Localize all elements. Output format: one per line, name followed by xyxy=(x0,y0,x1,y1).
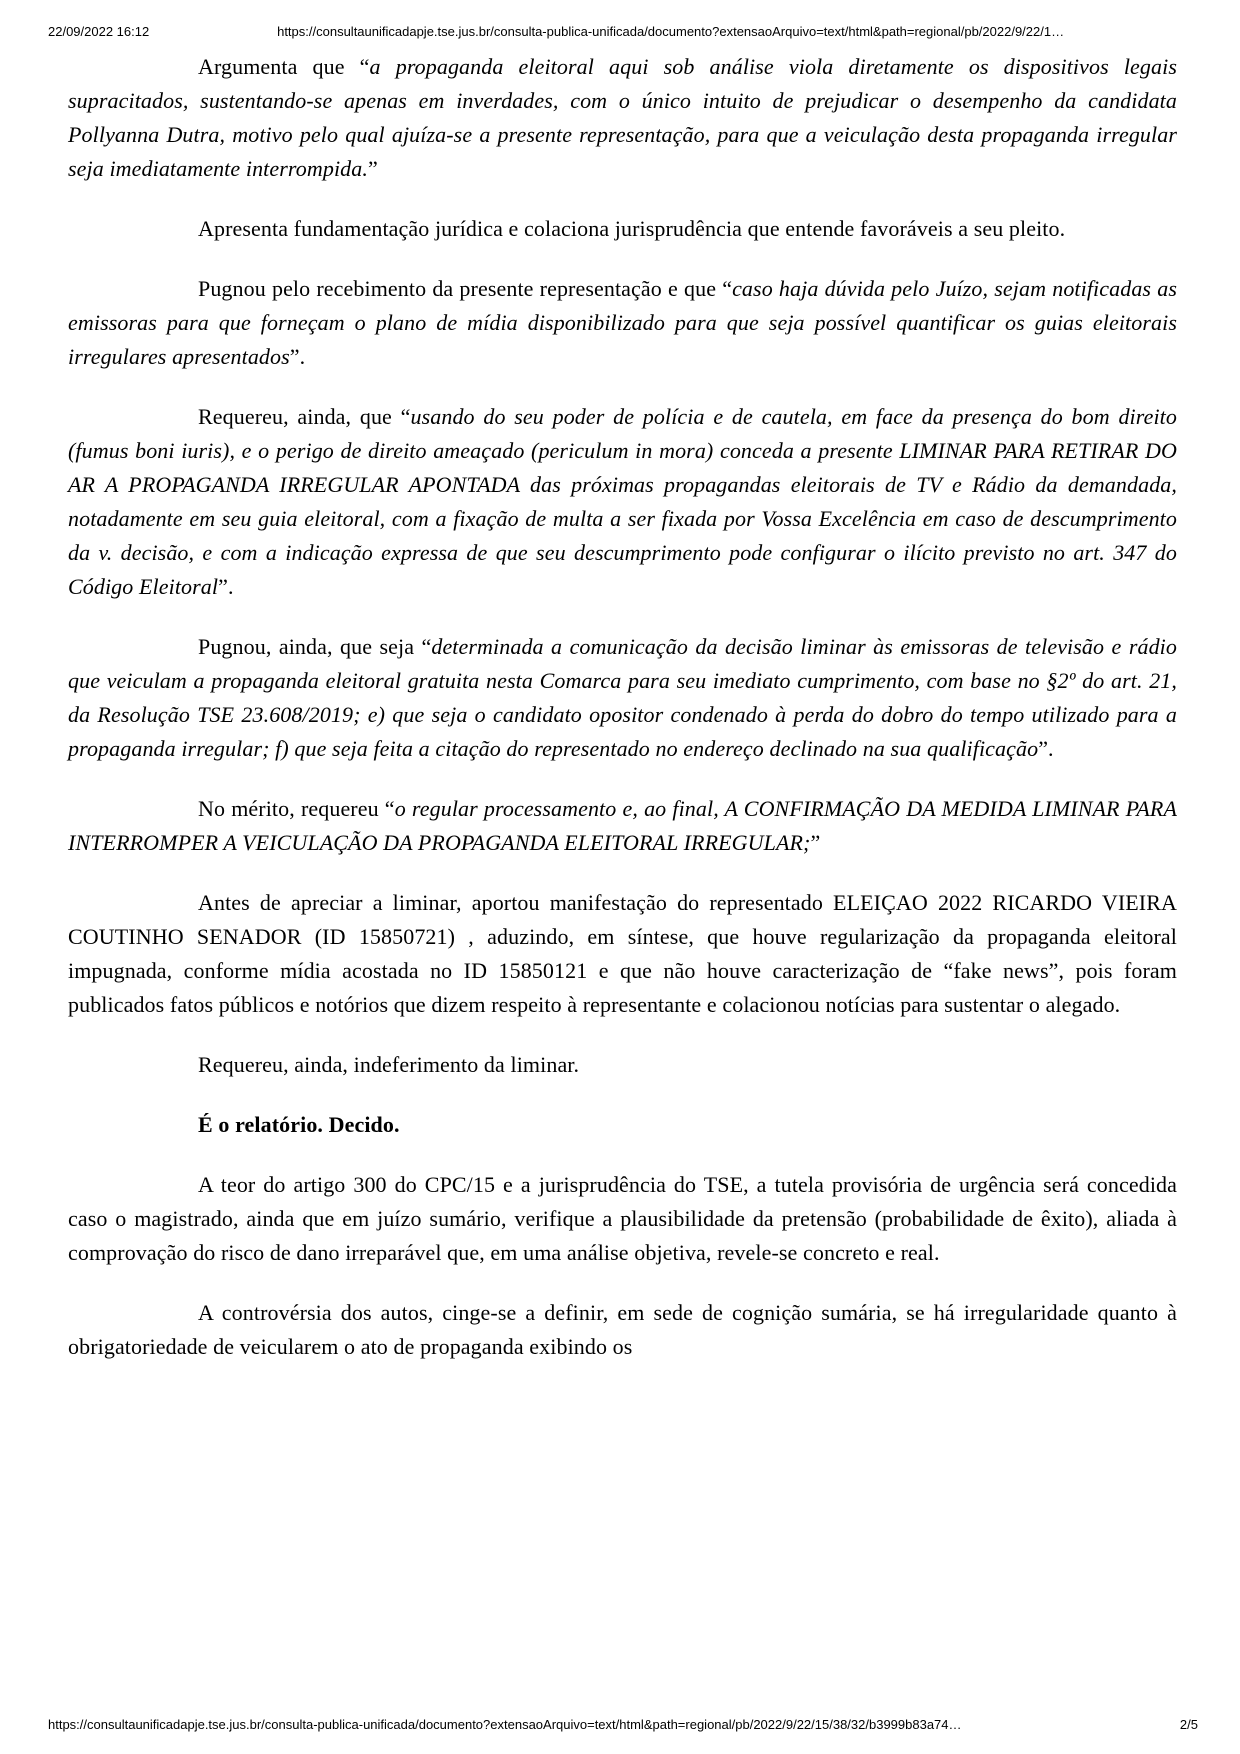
paragraph-3 xyxy=(68,272,1177,374)
text-run: determinada a comunicação da decisão liminar às emissoras de televisão e rádio que veiculam a propaganda eleitoral gratuita nesta Comarca para seu imediato cumprimento, com base no §2º do art. 21, da Resolução TSE 23.608/2019; e) que seja o candidato opositor condenado à perda do dobro do tempo utilizado para a propaganda irregular; f) que seja feita a citação do representado no endereço declinado na sua qualificação xyxy=(68,634,1177,761)
footer-url: https://consultaunificadapje.tse.jus.br/consulta-publica-unificada/documento?extensaoArquivo=text/html&path=regional/pb/2022/9/22/15/38/32/b3999b83a74… xyxy=(48,1717,962,1732)
paragraph-4 xyxy=(68,400,1177,604)
text-run: Antes de apreciar a liminar, aportou manifestação do representado ELEIÇAO 2022 RICARDO VIEIRA COUTINHO SENADOR (ID 15850721) , aduzindo, em síntese, que houve regularização da propaganda eleitoral impugnada, conforme mídia acostada no ID 15850121 e que não houve caracterização de “fake news”, pois foram publicados fatos públicos e notórios que dizem respeito à representante e colacionou notícias para sustentar o alegado. xyxy=(68,890,1177,1017)
text-run: A controvérsia dos autos, cinge-se a definir, em sede de cognição sumária, se há irregularidade quanto à obrigatoriedade de veicularem o ato de propaganda exibindo os xyxy=(68,1300,1177,1359)
text-run: É o relatório. Decido. xyxy=(198,1112,400,1137)
text-run: ”. xyxy=(1038,736,1054,761)
paragraph-7 xyxy=(68,886,1177,1022)
paragraph-8 xyxy=(68,1048,1177,1082)
text-run: ”. xyxy=(218,574,234,599)
paragraph-6 xyxy=(68,792,1177,860)
document-body xyxy=(68,50,1177,1390)
paragraph-2 xyxy=(68,212,1177,246)
text-run: usando do seu poder de polícia e de cautela, em face da presença do bom direito (fumus boni iuris), e o perigo de direito ameaçado (periculum in mora) conceda a presente LIMINAR PARA RETIRAR DO AR A PROPAGANDA IRREGULAR APONTADA das próximas propagandas eleitorais de TV e Rádio da demandada, notadamente em seu guia eleitoral, com a fixação de multa a ser fixada por Vossa Excelência em caso de descumprimento da v. decisão, e com a indicação expressa de que seu descumprimento pode configurar o ilícito previsto no art. 347 do Código Eleitoral xyxy=(68,404,1177,599)
text-run: A teor do artigo 300 do CPC/15 e a jurisprudência do TSE, a tutela provisória de urgência será concedida caso o magistrado, ainda que em juízo sumário, verifique a plausibilidade da pretensão (probabilidade de êxito), aliada à comprovação do risco de dano irreparável que, em uma análise objetiva, revele-se concreto e real. xyxy=(68,1172,1177,1265)
text-run: Apresenta fundamentação jurídica e colaciona jurisprudência que entende favoráveis a seu pleito. xyxy=(198,216,1066,241)
text-run: Requereu, ainda, que “ xyxy=(198,404,411,429)
text-run: No mérito, requereu “ xyxy=(198,796,395,821)
header-datetime: 22/09/2022 16:12 xyxy=(48,24,150,39)
text-run: o regular processamento e, ao final, A CONFIRMAÇÃO DA MEDIDA LIMINAR PARA INTERROMPER A VEICULAÇÃO DA PROPAGANDA ELEITORAL IRREGULAR; xyxy=(68,796,1177,855)
header-url: https://consultaunificadapje.tse.jus.br/consulta-publica-unificada/documento?extensaoArquivo=text/html&path=regional/pb/2022/9/22/1… xyxy=(277,24,1065,39)
print-footer xyxy=(48,1717,1198,1732)
paragraph-9 xyxy=(68,1108,1177,1142)
text-run: ” xyxy=(367,156,378,181)
paragraph-10 xyxy=(68,1168,1177,1270)
text-run: Argumenta que “ xyxy=(198,54,370,79)
text-run: a propaganda eleitoral aqui sob análise viola diretamente os dispositivos legais supracitados, sustentando-se apenas em inverdades, com o único intuito de prejudicar o desempenho da candidata Pollyanna Dutra, motivo pelo qual ajuíza-se a presente representação, para que a veiculação desta propaganda irregular seja imediatamente interrompida. xyxy=(68,54,1177,181)
text-run: ”. xyxy=(289,344,306,369)
text-run: Pugnou, ainda, que seja “ xyxy=(198,634,432,659)
paragraph-1 xyxy=(68,50,1177,186)
paragraph-11 xyxy=(68,1296,1177,1364)
text-run: Requereu, ainda, indeferimento da liminar. xyxy=(198,1052,580,1077)
paragraph-5 xyxy=(68,630,1177,766)
text-run: ” xyxy=(810,830,821,855)
text-run: caso haja dúvida pelo Juízo, sejam notificadas as emissoras para que forneçam o plano de mídia disponibilizado para que seja possível quantificar os guias eleitorais irregulares apresentados xyxy=(68,276,1177,369)
text-run: Pugnou pelo recebimento da presente representação e que “ xyxy=(198,276,733,301)
print-header xyxy=(48,24,1192,39)
footer-page-number: 2/5 xyxy=(1179,1717,1198,1732)
